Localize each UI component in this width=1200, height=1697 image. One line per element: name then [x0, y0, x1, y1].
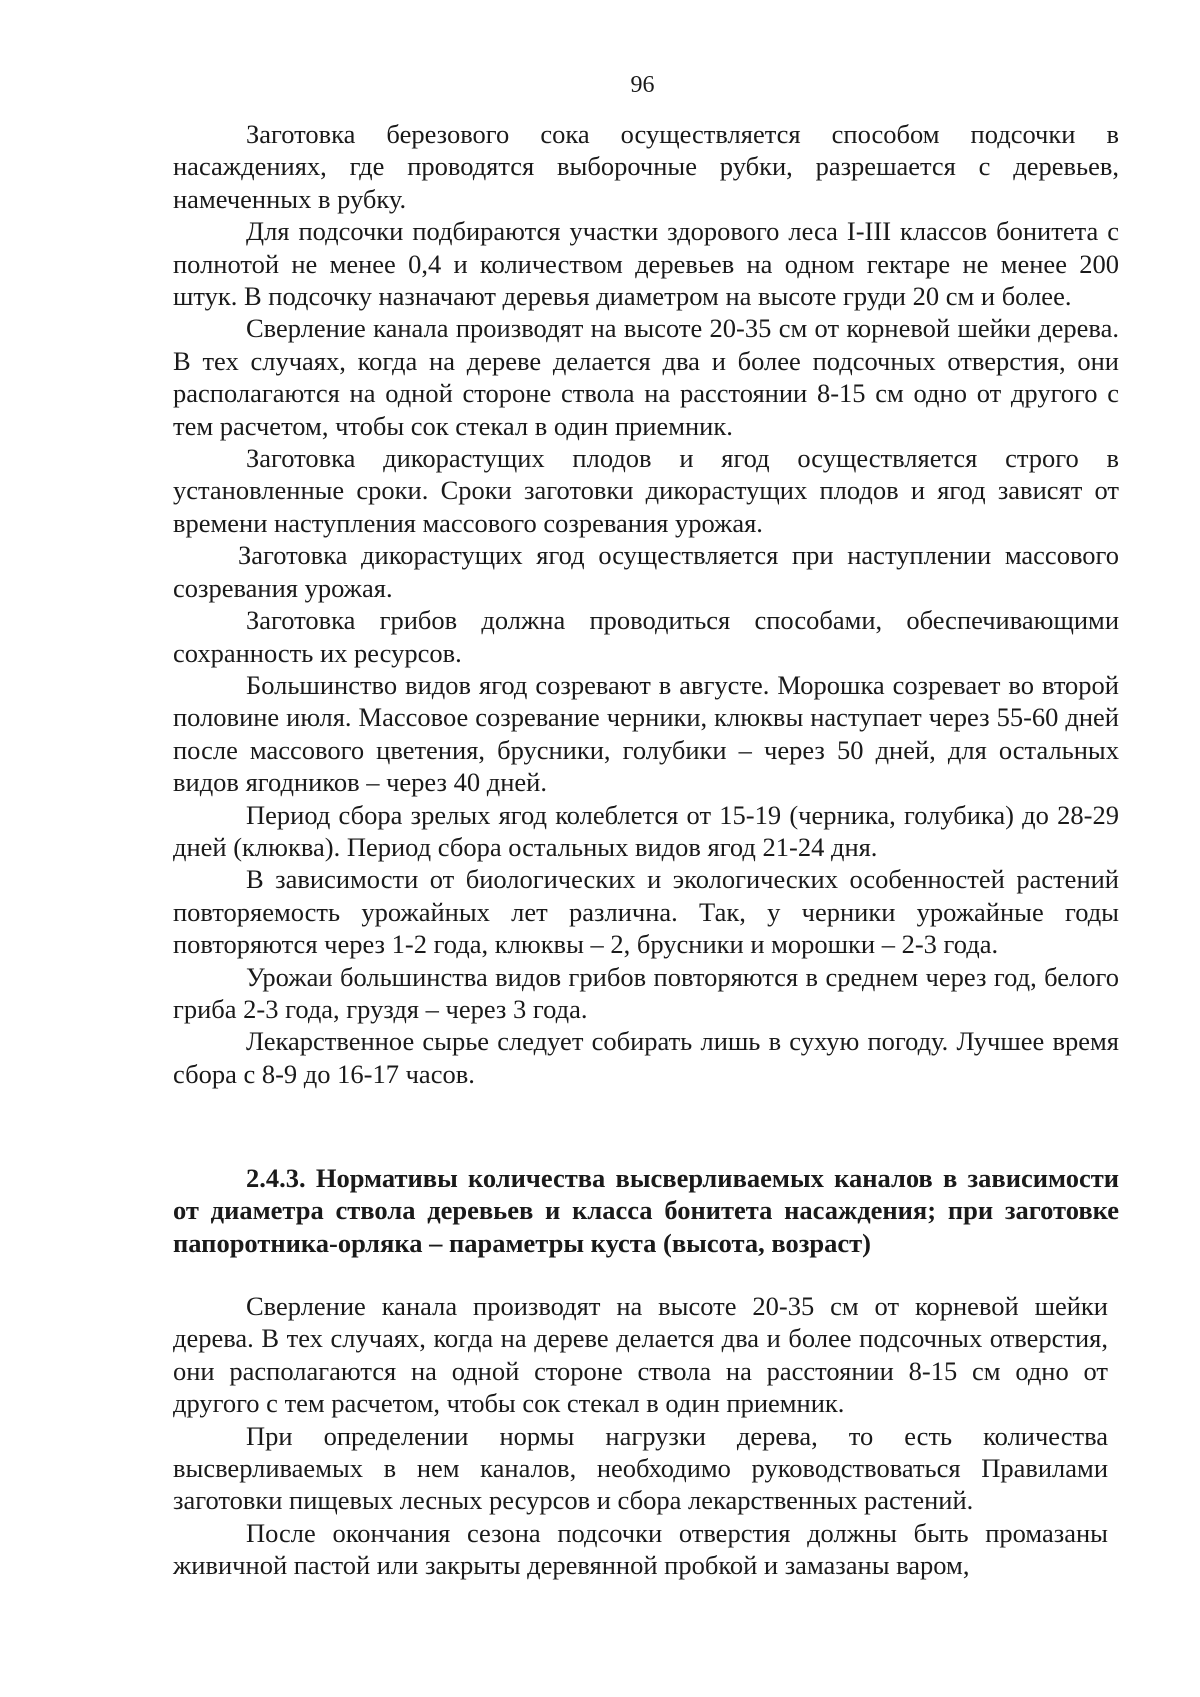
body-text-top: [173, 118, 1119, 1090]
paragraph-berry-harvest: Заготовка дикорастущих ягод осуществляется при наступлении массового созревания урожая.: [173, 540, 1119, 603]
paragraph-tapping-sites: Для подсочки подбираются участки здорового леса I-III классов бонитета с полнотой не менее 0,4 и количеством деревьев на одном гектаре не менее 200 штук. В подсочку назначают деревья диаметром на высоте груди 20 см и более.: [173, 216, 1119, 312]
paragraph-fruit-harvest-terms: Заготовка дикорастущих плодов и ягод осуществляется строго в установленные сроки. Сроки заготовки дикорастущих плодов и ягод зависят от времени наступления массового созревания урожая.: [173, 443, 1119, 538]
paragraph-birch-sap: Заготовка березового сока осуществляется способом подсочки в насаждениях, где проводятся выборочные рубки, разрешается с деревьев, намеченных в рубку.: [173, 119, 1119, 214]
section-heading: 2.4.3. Нормативы количества высверливаемых каналов в зависимости от диаметра ствола деревьев и класса бонитета насаждения; при заготовке папоротника-орляка – параметры куста (высота, возраст): [173, 1163, 1119, 1258]
paragraph-drilling-channel: Сверление канала производят на высоте 20-35 см от корневой шейки дерева. В тех случаях, когда на дереве делается два и более подсочных отверстия, они располагаются на одной стороне ствола на расстоянии 8-15 см одно от другого с тем расчетом, чтобы сок стекал в один приемник.: [173, 313, 1119, 441]
paragraph-mushroom-yields: Урожаи большинства видов грибов повторяются в среднем через год, белого гриба 2-3 года, груздя – через 3 года.: [173, 961, 1119, 1024]
paragraph-tree-load-norm: При определении нормы нагрузки дерева, то есть количества высверливаемых в нем каналов, необходимо руководствоваться Правилами заготовки пищевых лесных ресурсов и сбора лекарственных растений.: [173, 1420, 1108, 1516]
page-number: 96: [630, 72, 655, 98]
paragraph-after-season: После окончания сезона подсочки отверстия должны быть промазаны живичной пастой или закрыты деревянной пробкой и замазаны варом,: [173, 1517, 1108, 1581]
paragraph-medicinal-collection: Лекарственное сырье следует собирать лишь в сухую погоду. Лучшее время сбора с 8-9 до 16-17 часов.: [173, 1026, 1119, 1089]
paragraph-drilling-channel-repeat: Сверление канала производят на высоте 20-35 см от корневой шейки дерева. В тех случаях, когда на дереве делается два и более подсочных отверстия, они располагаются на одной стороне ствола на расстоянии 8-15 см одно от другого с тем расчетом, чтобы сок стекал в один приемник.: [173, 1291, 1108, 1419]
paragraph-harvest-recurrence: В зависимости от биологических и экологических особенностей растений повторяемость урожайных лет различна. Так, у черники урожайные годы повторяются через 1-2 года, клюквы – 2, брусники и морошки – 2-3 года.: [173, 864, 1119, 960]
body-text-bottom: [173, 1290, 1108, 1582]
paragraph-picking-period: Период сбора зрелых ягод колеблется от 15-19 (черника, голубика) до 28-29 дней (клюква). Период сбора остальных видов ягод 21-24 дня.: [173, 799, 1119, 862]
paragraph-berry-ripening: Большинство видов ягод созревают в августе. Морошка созревает во второй половине июля. Массовое созревание черники, клюквы наступает через 55-60 дней после массового цветения, брусники, голубики – через 50 дней, для остальных видов ягодников – через 40 дней.: [173, 669, 1119, 798]
paragraph-mushroom-harvest: Заготовка грибов должна проводиться способами, обеспечивающими сохранность их ресурсов.: [173, 605, 1119, 668]
